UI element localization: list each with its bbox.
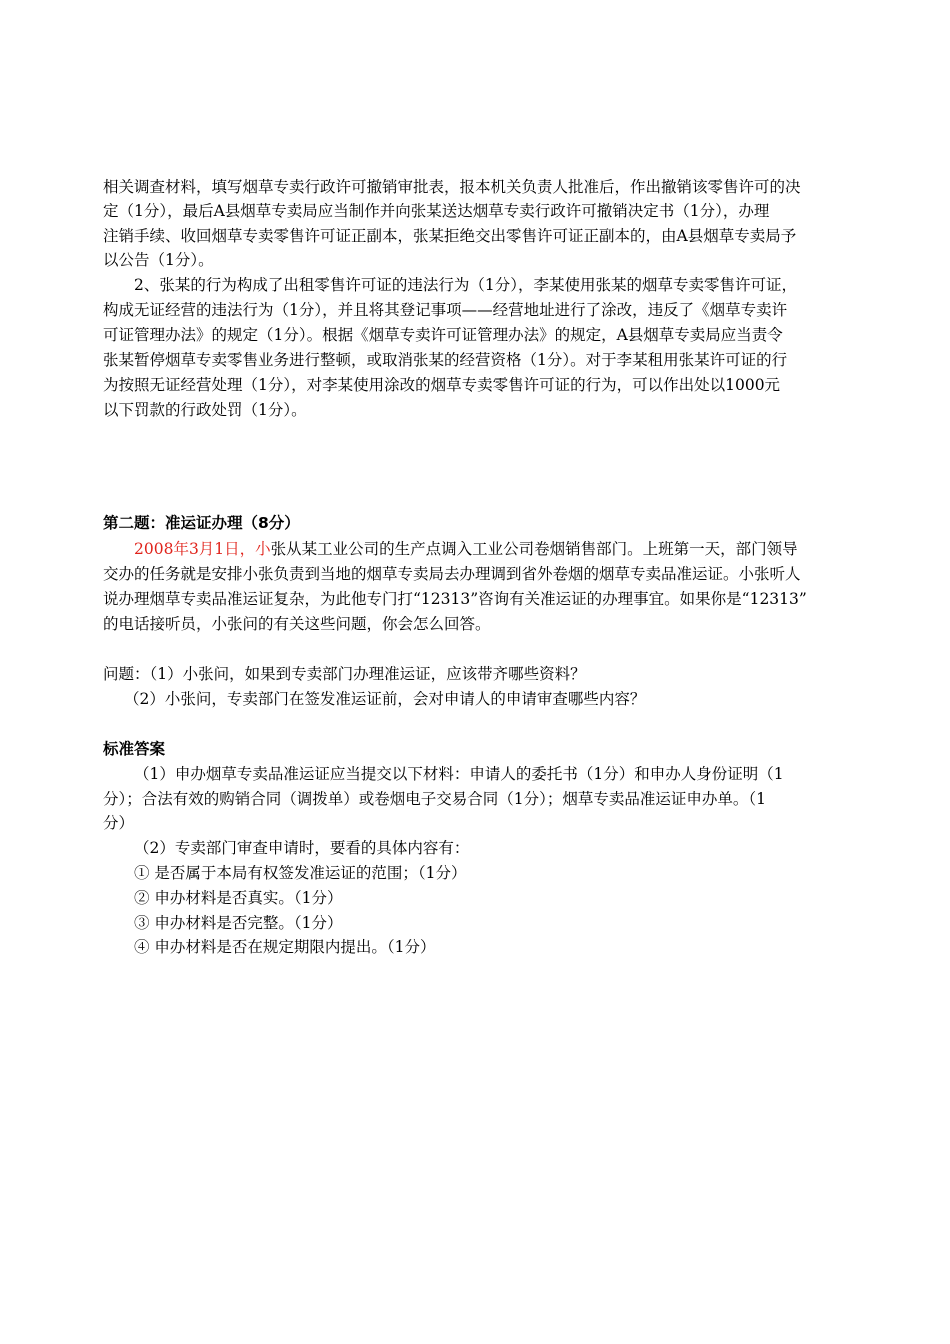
question-1: 问题：（1）小张问，如果到专卖部门办理准运证，应该带齐哪些资料？	[103, 665, 586, 683]
answer-item: ③ 申办材料是否完整。（1分）	[134, 914, 343, 932]
answer-line: 分）	[103, 814, 135, 832]
paragraph-line: 定（1分），最后A县烟草专卖局应当制作并向张某送达烟草专卖行政许可撤销决定书（1分），办理	[103, 202, 770, 220]
answer-heading: 标准答案	[103, 740, 166, 758]
paragraph-line: 张某暂停烟草专卖零售业务进行整顿，或取消张某的经营资格（1分）。对于李某租用张某许可证的行	[103, 351, 788, 369]
answer-line: （1）申办烟草专卖品准运证应当提交以下材料：申请人的委托书（1分）和申办人身份证明（1	[134, 765, 784, 783]
question-2: （2）小张问，专卖部门在签发准运证前，会对申请人的申请审查哪些内容？	[124, 690, 646, 708]
paragraph-line: 以下罚款的行政处罚（1分）。	[103, 401, 307, 419]
answer-item: ① 是否属于本局有权签发准运证的范围；（1分）	[134, 864, 467, 882]
paragraph-line: 2、张某的行为构成了出租零售许可证的违法行为（1分），李某使用张某的烟草专卖零售许可证，	[134, 276, 797, 294]
paragraph-line: 构成无证经营的违法行为（1分），并且将其登记事项——经营地址进行了涂改，违反了《烟草专卖许	[103, 301, 788, 319]
answer-line: 分）；合法有效的购销合同（调拨单）或卷烟电子交易合同（1分）；烟草专卖品准运证申办单。（1	[103, 790, 766, 808]
paragraph-line: 以公告（1分）。	[103, 251, 214, 269]
paragraph-line: 为按照无证经营处理（1分），对李某使用涂改的烟草专卖零售许可证的行为，可以作出处以1000元	[103, 376, 781, 394]
paragraph-line: 相关调查材料，填写烟草专卖行政许可撤销审批表，报本机关负责人批准后，作出撤销该零售许可的决	[103, 178, 801, 196]
intro-text: 张从某工业公司的生产点调入工业公司卷烟销售部门。上班第一天，部门领导	[270, 540, 798, 558]
paragraph-line: 交办的任务就是安排小张负责到当地的烟草专卖局去办理调到省外卷烟的烟草专卖品准运证。小张听人	[103, 565, 801, 583]
paragraph-line: 说办理烟草专卖品准运证复杂，为此他专门打“12313”咨询有关准运证的办理事宜。如果你是“12313”	[103, 590, 807, 608]
intro-first-line	[134, 537, 864, 561]
paragraph-line: 的电话接听员，小张问的有关这些问题，你会怎么回答。	[103, 615, 491, 633]
paragraph-line: 可证管理办法》的规定（1分）。根据《烟草专卖许可证管理办法》的规定，A县烟草专卖局应当责令	[103, 326, 783, 344]
answer-item: ④ 申办材料是否在规定期限内提出。（1分）	[134, 938, 436, 956]
answer-item: ② 申办材料是否真实。（1分）	[134, 889, 343, 907]
answer-line: （2）专卖部门审查申请时，要看的具体内容有：	[134, 839, 470, 857]
section-heading: 第二题：准运证办理（8分）	[103, 514, 300, 532]
paragraph-line: 注销手续、收回烟草专卖零售许可证正副本，张某拒绝交出零售许可证正副本的，由A县烟草专卖局予	[103, 227, 797, 245]
intro-date-highlight: 2008年3月1日，小	[134, 540, 271, 558]
